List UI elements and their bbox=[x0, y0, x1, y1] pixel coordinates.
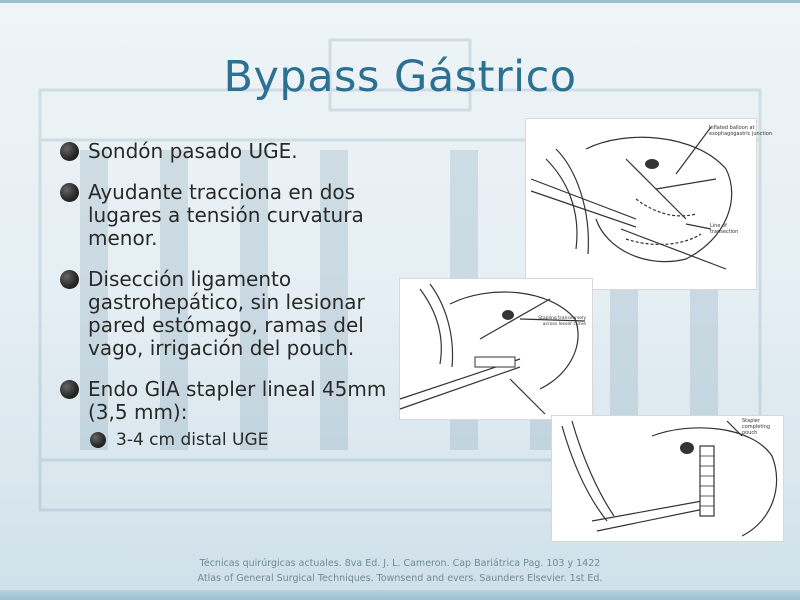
bullet-text: Endo GIA stapler lineal 45mm (3,5 mm): bbox=[88, 377, 387, 424]
fig1-label: esophagogastric junction bbox=[709, 131, 773, 137]
fig1-label: Line of bbox=[710, 223, 727, 229]
bullet-dot-icon bbox=[60, 183, 79, 202]
fig2-label: Stapling transversely bbox=[538, 316, 586, 321]
references bbox=[0, 556, 800, 586]
bullet-item bbox=[58, 268, 403, 360]
surgical-illustration-3 bbox=[551, 415, 784, 542]
bullet-item bbox=[58, 140, 403, 163]
bullet-text: Disección ligamento gastrohepático, sin lesionar pared estómago, ramas del vago, irrigación del pouch. bbox=[88, 267, 365, 360]
bullet-dot-icon bbox=[60, 380, 79, 399]
bullet-list bbox=[58, 140, 403, 450]
bullet-item bbox=[58, 378, 403, 424]
slide-title: Bypass Gástrico bbox=[223, 52, 577, 102]
bottom-band bbox=[0, 590, 800, 600]
reference-line: Técnicas quirúrgicas actuales. 8va Ed. J. L. Cameron. Cap Bariátrica Pag. 103 y 1422 bbox=[199, 558, 601, 569]
reference-line: Atlas of General Surgical Techniques. Townsend and evers. Saunders Elsevier. 1st Ed. bbox=[197, 573, 603, 584]
fig3-label: Stapler bbox=[742, 418, 760, 424]
bullet-dot-icon bbox=[60, 270, 79, 289]
sub-bullet-dot-icon bbox=[90, 432, 106, 448]
fig3-label: pouch bbox=[742, 430, 758, 436]
balloon-mark bbox=[502, 310, 514, 320]
bullet-text: Sondón pasado UGE. bbox=[88, 139, 298, 163]
fig3-label: completing bbox=[742, 424, 771, 430]
surgical-illustration-2 bbox=[399, 278, 593, 420]
fig2-label: across lesser curve bbox=[542, 322, 586, 327]
bullet-dot-icon bbox=[60, 142, 79, 161]
bullet-text: Ayudante tracciona en dos lugares a tensión curvatura menor. bbox=[88, 180, 364, 250]
fig1-label: Inflated balloon at bbox=[709, 125, 755, 131]
fig1-label: transection bbox=[710, 229, 739, 235]
balloon-mark bbox=[645, 159, 659, 169]
balloon-mark bbox=[680, 442, 694, 454]
sub-bullet-text: 3-4 cm distal UGE bbox=[116, 430, 269, 450]
sub-bullet-item bbox=[58, 430, 403, 450]
surgical-illustration-1 bbox=[525, 118, 773, 290]
bullet-item bbox=[58, 181, 403, 250]
